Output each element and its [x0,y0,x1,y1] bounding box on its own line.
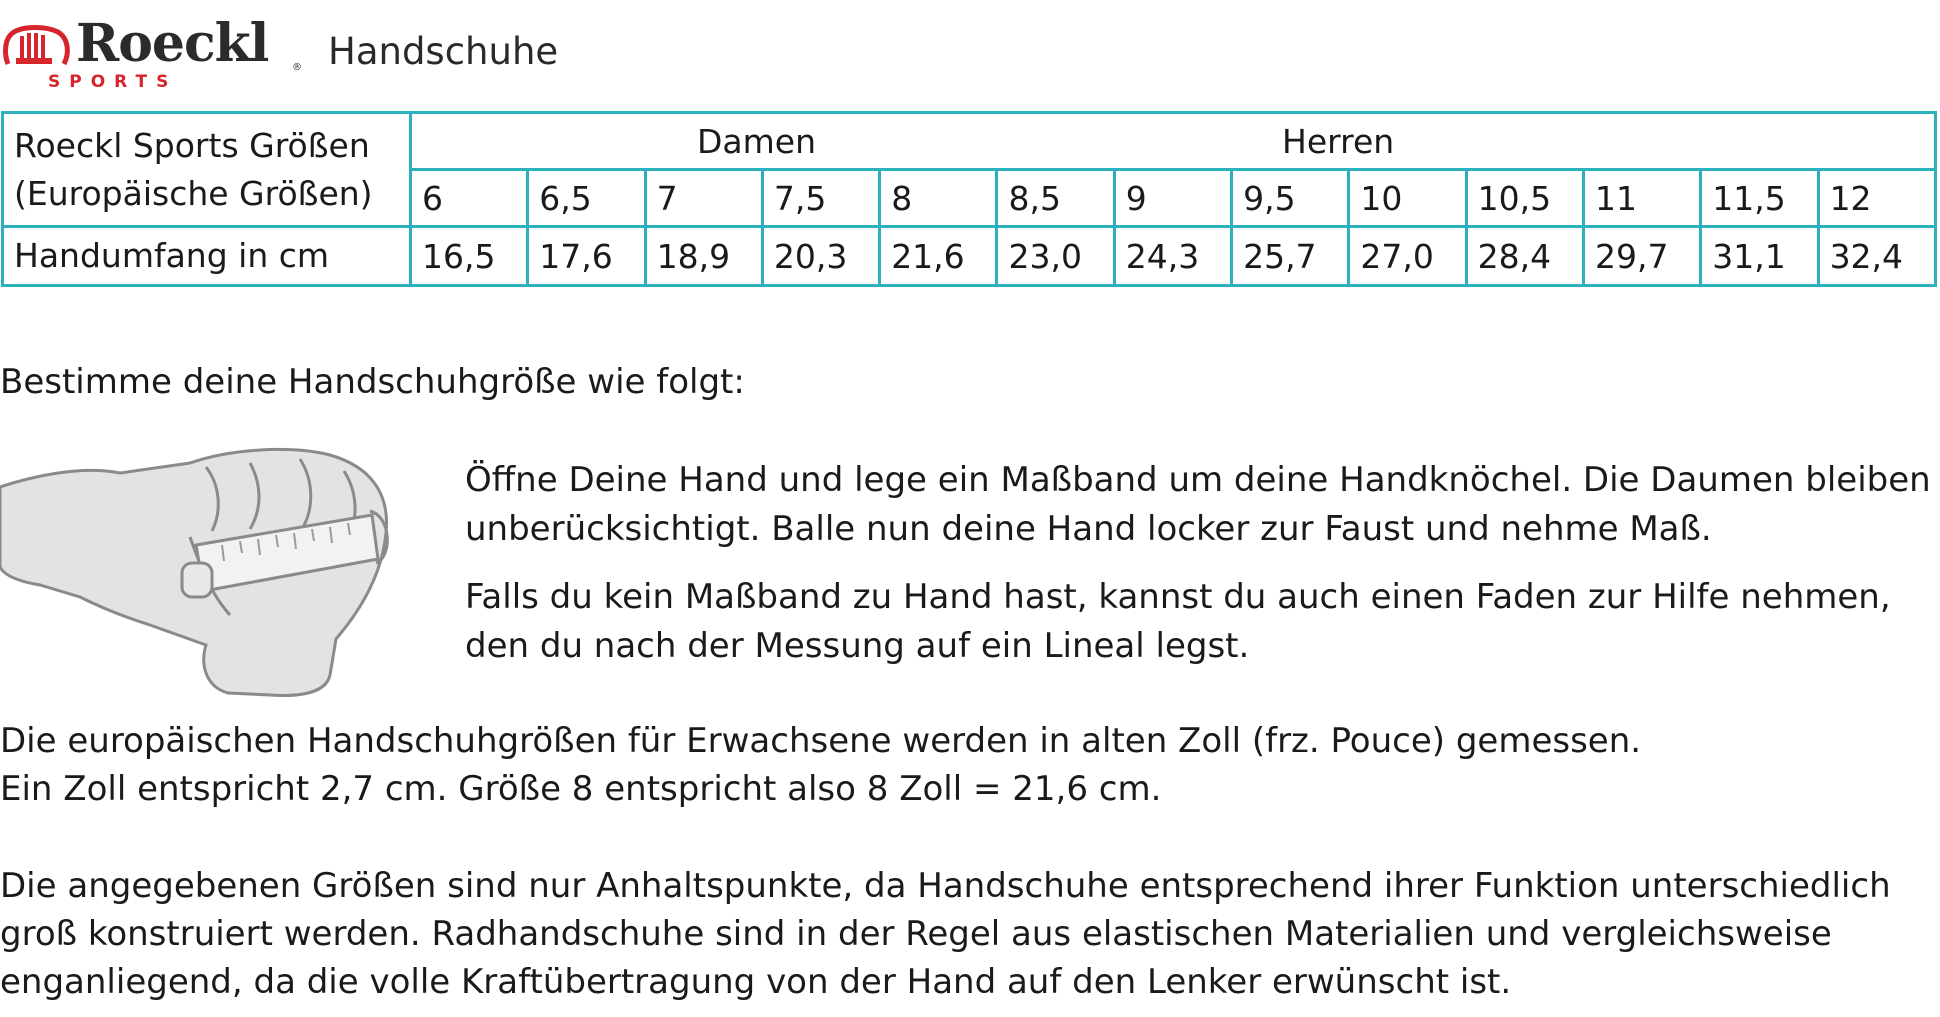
para1-line1: Die europäischen Handschuhgrößen für Erwachsene werden in alten Zoll (frz. Pouce) gemessen. [0,721,1642,761]
instruction-step-2 [465,573,1905,671]
header [0,13,900,92]
size-cell: 7,5 [762,170,879,227]
registered-mark: ® [292,62,302,73]
circumference-cell: 18,9 [645,227,762,286]
intro-heading: Bestimme deine Handschuhgröße wie folgt: [0,362,745,402]
circumference-cell: 25,7 [1232,227,1349,286]
size-cell: 9 [1114,170,1231,227]
size-label-cell [3,113,411,227]
step1-line1: Öffne Deine Hand und lege ein Maßband um deine Handknöchel. Die Daumen bleiben [465,460,1931,500]
size-cell: 8 [880,170,997,227]
size-cell: 8,5 [997,170,1114,227]
circumference-cell: 28,4 [1466,227,1583,286]
circumference-cell: 27,0 [1349,227,1466,286]
size-table [1,111,1937,287]
size-cell: 10,5 [1466,170,1583,227]
circumference-cell: 23,0 [997,227,1114,286]
size-label-line2: (Europäische Größen) [14,173,373,213]
circumference-label-cell: Handumfang in cm [3,227,411,286]
logo-wordmark: Roeckl [76,13,269,74]
size-cell: 11,5 [1701,170,1818,227]
size-cell: 12 [1818,170,1935,227]
circumference-cell: 16,5 [411,227,528,286]
roeckl-logo[interactable] [0,13,310,92]
circumference-cell: 20,3 [762,227,879,286]
size-cell: 6 [411,170,528,227]
step1-line2: unberücksichtigt. Balle nun deine Hand locker zur Faust und nehme Maß. [465,509,1712,549]
size-disclaimer [0,862,1930,1006]
step2-line2: den du nach der Messung auf ein Lineal legst. [465,626,1250,666]
size-cell: 7 [645,170,762,227]
para2-line3: enganliegend, da die volle Kraftübertragung von der Hand auf den Lenker erwünscht ist. [0,962,1512,1002]
size-label-line1: Roeckl Sports Größen [14,125,370,165]
circumference-cell: 31,1 [1701,227,1818,286]
group-header-wrap [412,114,1934,168]
para1-line2: Ein Zoll entspricht 2,7 cm. Größe 8 entspricht also 8 Zoll = 21,6 cm. [0,769,1162,809]
roeckl-hand-logo-icon [2,24,72,70]
hand-measuring-tape-icon [0,425,395,697]
group-damen-label: Damen [697,122,816,161]
para2-line1: Die angegebenen Größen sind nur Anhaltspunkte, da Handschuhe entsprechend ihrer Funktion unterschiedlich [0,866,1891,906]
circumference-cell: 21,6 [880,227,997,286]
circumference-cell: 17,6 [528,227,645,286]
size-cell: 6,5 [528,170,645,227]
circumference-cell: 24,3 [1114,227,1231,286]
table-row-circumference [3,227,1936,286]
size-cell: 9,5 [1232,170,1349,227]
para2-line2: groß konstruiert werden. Radhandschuhe sind in der Regel aus elastischen Materialien und vergleichsweise [0,914,1832,954]
group-header-cell [411,113,1936,170]
size-cell: 11 [1583,170,1700,227]
product-category-title: Handschuhe [328,30,559,73]
size-cell: 10 [1349,170,1466,227]
group-herren-label: Herren [1282,122,1395,161]
instruction-step-1 [465,456,1931,554]
step2-line1: Falls du kein Maßband zu Hand hast, kannst du auch einen Faden zur Hilfe nehmen, [465,577,1891,617]
circumference-cell: 32,4 [1818,227,1935,286]
zoll-explanation [0,717,1930,813]
logo-sports-text: SPORTS [48,72,178,92]
table-row-group [3,113,1936,170]
circumference-cell: 29,7 [1583,227,1700,286]
